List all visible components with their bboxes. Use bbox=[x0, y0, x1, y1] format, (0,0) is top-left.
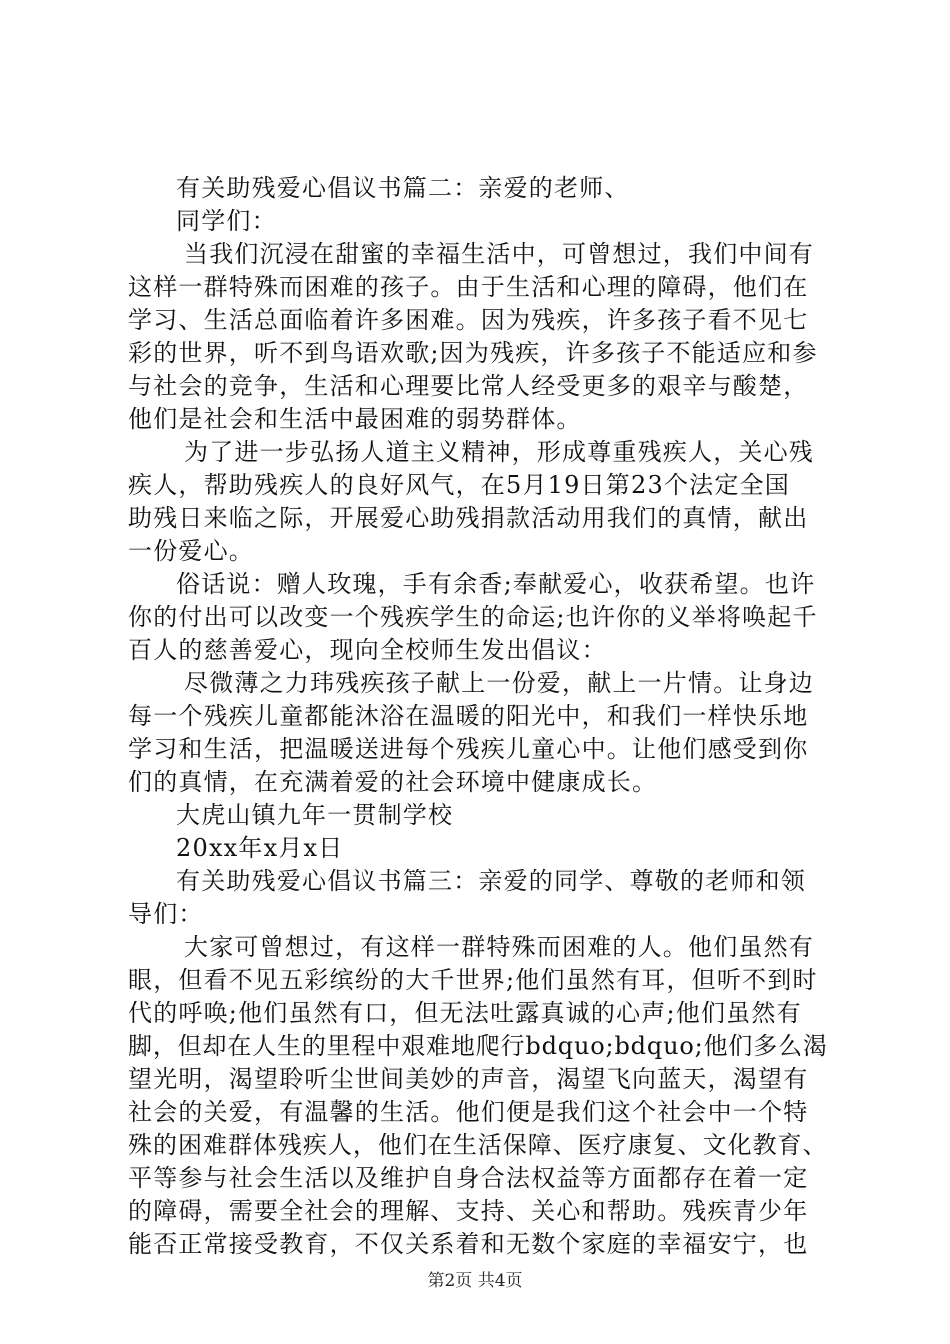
text-line: 同学们： bbox=[176, 207, 277, 235]
text-line: 有关助残爱心倡议书篇三：亲爱的同学、尊敬的老师和领 bbox=[176, 867, 806, 895]
text-line: 代的呼唤;他们虽然有口，但无法吐露真诚的心声;他们虽然有 bbox=[128, 999, 802, 1027]
text-line: 为了进一步弘扬人道主义精神，形成尊重残疾人，关心残 bbox=[184, 438, 814, 466]
text-line: 眼，但看不见五彩缤纷的大千世界;他们虽然有耳，但听不到时 bbox=[128, 966, 818, 994]
text-line: 导们： bbox=[128, 900, 204, 928]
text-line: 殊的困难群体残疾人，他们在生活保障、医疗康复、文化教育、 bbox=[128, 1131, 828, 1159]
text-line: 一份爱心。 bbox=[128, 537, 254, 565]
text-line: 助残日来临之际，开展爱心助残捐款活动用我们的真情，献出 bbox=[128, 504, 809, 532]
text-line: 百人的慈善爱心，现向全校师生发出倡议： bbox=[128, 636, 607, 664]
text-line: 能否正常接受教育，不仅关系着和无数个家庭的幸福安宁，也 bbox=[128, 1230, 809, 1258]
page-footer: 第2页 共4页 bbox=[427, 1271, 523, 1291]
text-line: 学习、生活总面临着许多困难。因为残疾，许多孩子看不见七 bbox=[128, 306, 809, 334]
text-line: 望光明，渴望聆听尘世间美妙的声音，渴望飞向蓝天，渴望有 bbox=[128, 1065, 809, 1093]
text-line: 这样一群特殊而困难的孩子。由于生活和心理的障碍，他们在 bbox=[128, 273, 809, 301]
text-line: 脚，但却在人生的里程中艰难地爬行bdquo;bdquo;他们多么渴 bbox=[128, 1032, 828, 1060]
text-line: 学习和生活，把温暖送进每个残疾儿童心中。让他们感受到你 bbox=[128, 735, 809, 763]
text-line: 社会的关爱，有温馨的生活。他们便是我们这个社会中一个特 bbox=[128, 1098, 809, 1126]
text-line: 平等参与社会生活以及维护自身合法权益等方面都存在着一定 bbox=[128, 1164, 809, 1192]
text-line: 彩的世界，听不到鸟语欢歌;因为残疾，许多孩子不能适应和参 bbox=[128, 339, 818, 367]
text-line: 的障碍，需要全社会的理解、支持、关心和帮助。残疾青少年 bbox=[128, 1197, 809, 1225]
text-line: 大虎山镇九年一贯制学校 bbox=[176, 801, 454, 829]
text-line: 他们是社会和生活中最困难的弱势群体。 bbox=[128, 405, 582, 433]
text-line: 20xx年x月x日 bbox=[176, 834, 344, 862]
text-line: 有关助残爱心倡议书篇二：亲爱的老师、 bbox=[176, 174, 630, 202]
text-line: 疾人，帮助残疾人的良好风气，在5月19日第23个法定全国 bbox=[128, 471, 790, 499]
text-line: 当我们沉浸在甜蜜的幸福生活中，可曾想过，我们中间有 bbox=[184, 240, 814, 268]
document-body bbox=[128, 172, 828, 1261]
text-line: 你的付出可以改变一个残疾学生的命运;也许你的义举将唤起千 bbox=[128, 603, 818, 631]
text-line: 们的真情，在充满着爱的社会环境中健康成长。 bbox=[128, 768, 658, 796]
text-line: 尽微薄之力玮残疾孩子献上一份爱，献上一片情。让身边 bbox=[184, 669, 814, 697]
text-line: 俗话说：赠人玫瑰，手有余香;奉献爱心，收获希望。也许 bbox=[176, 570, 816, 598]
text-line: 与社会的竞争，生活和心理要比常人经受更多的艰辛与酸楚， bbox=[128, 372, 809, 400]
text-line: 大家可曾想过，有这样一群特殊而困难的人。他们虽然有 bbox=[184, 933, 814, 961]
text-line: 每一个残疾儿童都能沐浴在温暖的阳光中，和我们一样快乐地 bbox=[128, 702, 809, 730]
